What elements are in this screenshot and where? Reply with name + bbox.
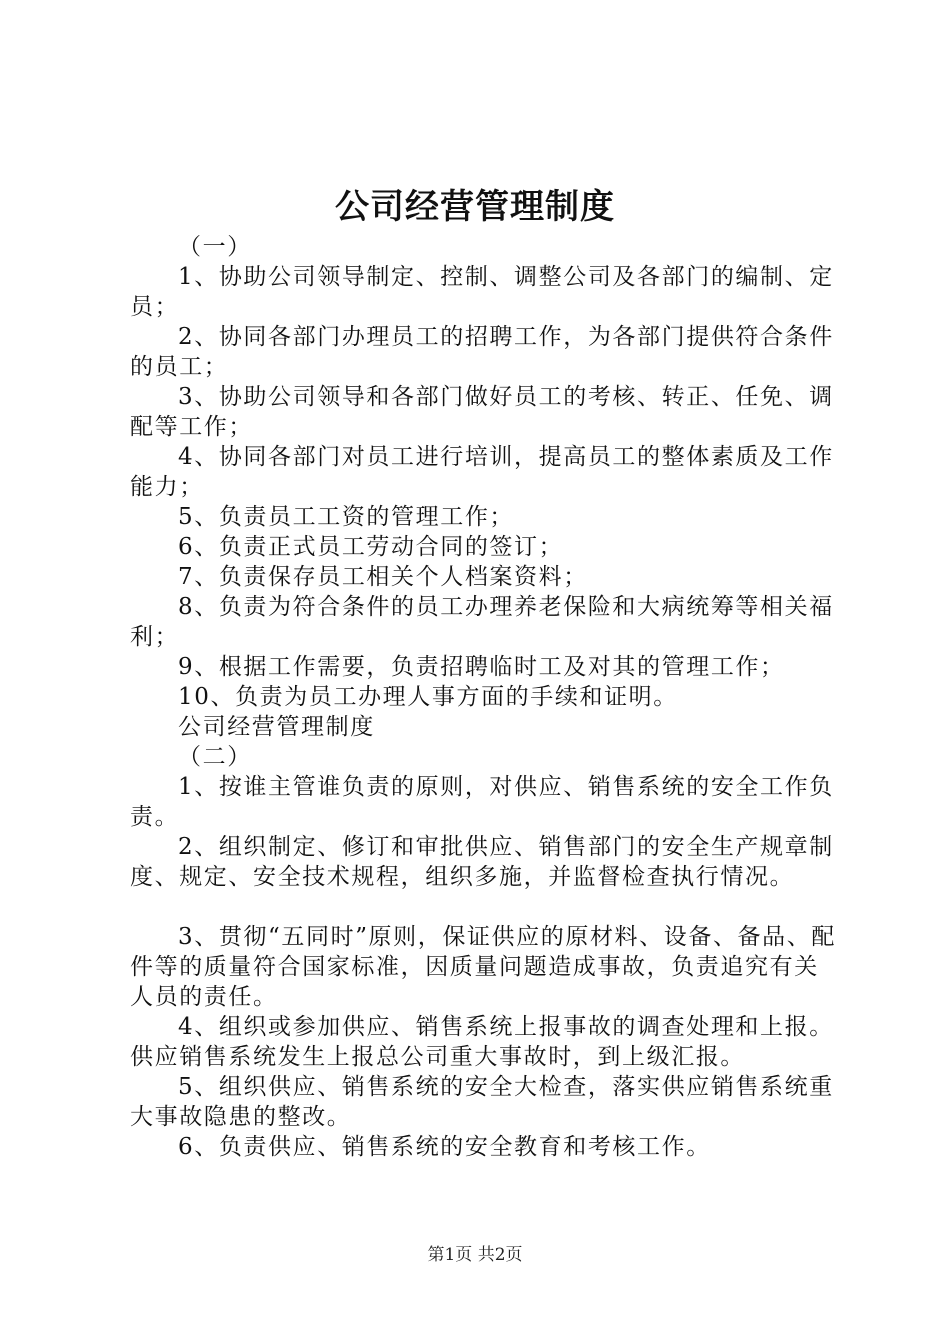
section-heading-two: （二）: [178, 744, 252, 770]
paragraph: 10、负责为员工办理人事方面的手续和证明。: [178, 684, 678, 710]
paragraph: 4、组织或参加供应、销售系统上报事故的调查处理和上报。供应销售系统发生上报总公司重大事故时，到上级汇报。: [130, 1014, 834, 1070]
document-title: 公司经营管理制度: [335, 187, 615, 227]
paragraph: 3、贯彻“五同时”原则，保证供应的原材料、设备、备品、配件等的质量符合国家标准，因质量问题造成事故，负责追究有关人员的责任。: [130, 924, 836, 1010]
paragraph: 7、负责保存员工相关个人档案资料；: [178, 564, 588, 590]
paragraph: 8、负责为符合条件的员工办理养老保险和大病统筹等相关福利；: [130, 594, 834, 650]
paragraph: 2、协同各部门办理员工的招聘工作，为各部门提供符合条件的员工；: [130, 324, 834, 380]
section-heading-one: （一）: [178, 234, 252, 260]
paragraph: 9、根据工作需要，负责招聘临时工及对其的管理工作；: [178, 654, 785, 680]
paragraph: 4、协同各部门对员工进行培训，提高员工的整体素质及工作能力；: [130, 444, 834, 500]
paragraph: 6、负责供应、销售系统的安全教育和考核工作。: [178, 1134, 711, 1160]
paragraph: 3、协助公司领导和各部门做好员工的考核、转正、任免、调配等工作；: [130, 384, 834, 440]
paragraph: 2、组织制定、修订和审批供应、销售部门的安全生产规章制度、规定、安全技术规程，组织多施，并监督检查执行情况。: [130, 834, 834, 890]
section-subtitle: 公司经营管理制度: [178, 714, 375, 740]
paragraph: 6、负责正式员工劳动合同的签订；: [178, 534, 564, 560]
paragraph: 5、组织供应、销售系统的安全大检查，落实供应销售系统重大事故隐患的整改。: [130, 1074, 834, 1130]
paragraph: 1、协助公司领导制定、控制、调整公司及各部门的编制、定员；: [130, 264, 834, 320]
document-body: [130, 232, 840, 1162]
paragraph: 1、按谁主管谁负责的原则，对供应、销售系统的安全工作负责。: [130, 774, 834, 830]
paragraph: 5、负责员工工资的管理工作；: [178, 504, 515, 530]
page-number-footer: 第1页 共2页: [427, 1245, 523, 1265]
